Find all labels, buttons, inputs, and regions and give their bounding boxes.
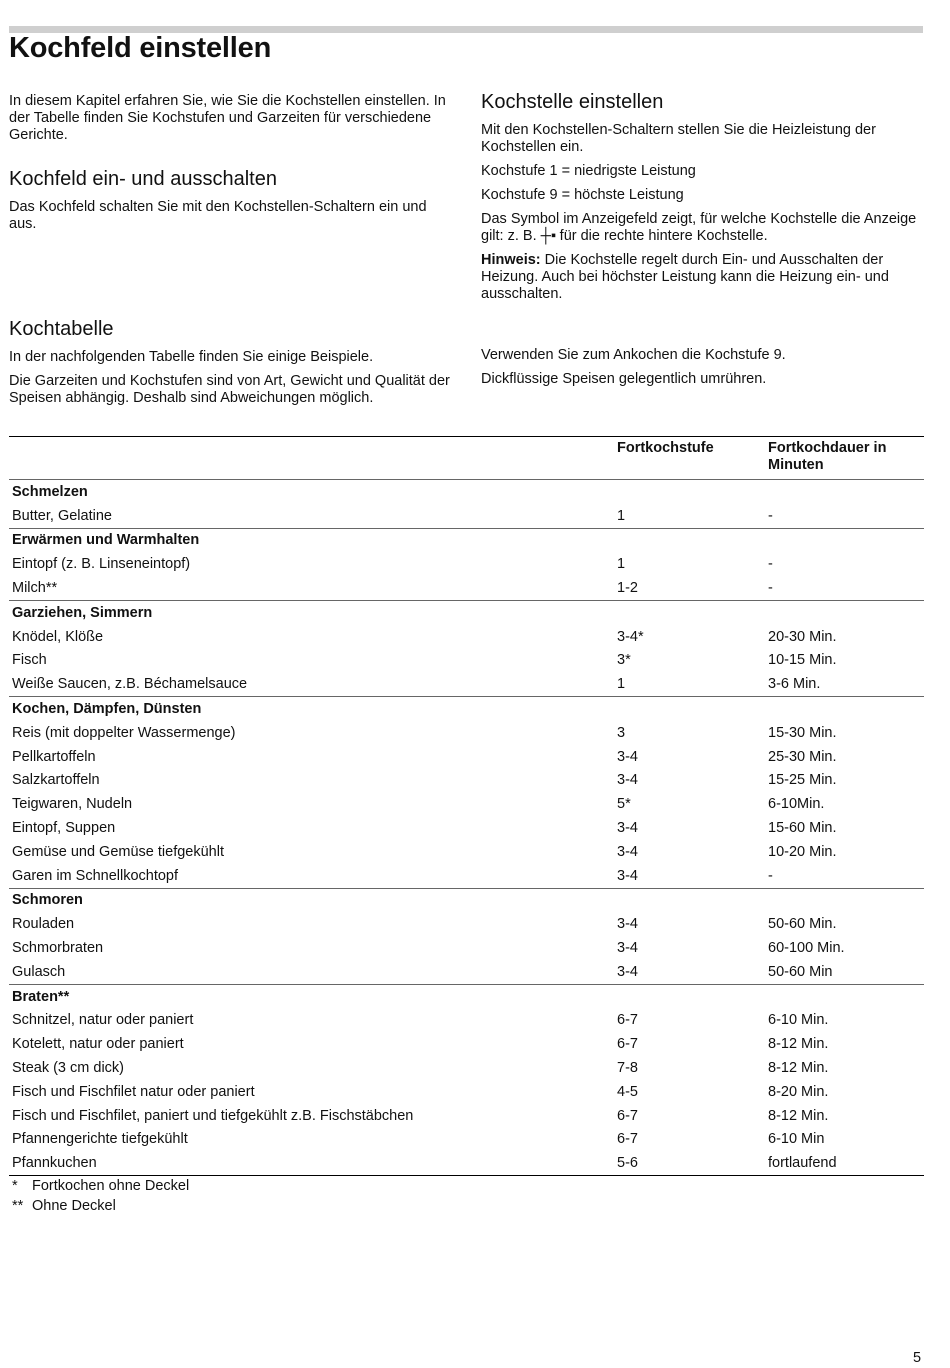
table-row (9, 1151, 924, 1175)
table-body (9, 480, 924, 1176)
food-cell: Teigwaren, Nudeln (12, 796, 133, 813)
set-text-1: Mit den Kochstellen-Schaltern stellen Sie die Heizleistung der Kochstellen ein. (481, 122, 876, 155)
duration-cell: 8-20 Min. (768, 1083, 829, 1100)
onoff-text: Das Kochfeld schalten Sie mit den Kochstellen-Schaltern ein und aus. (9, 199, 427, 232)
intro-text: In diesem Kapitel erfahren Sie, wie Sie die Kochstellen einstellen. In der Tabelle finden Sie Kochstufen und Garzeiten für verschiedene Gerichte. (9, 93, 446, 143)
table-row (9, 769, 924, 793)
level-cell: 3-4 (617, 820, 638, 837)
duration-cell: fortlaufend (768, 1155, 837, 1172)
footnote (12, 1196, 189, 1216)
header-level: Fortkochstufe (617, 440, 714, 456)
food-cell: Garen im Schnellkochtopf (12, 867, 179, 884)
footnote-mark: * (12, 1178, 18, 1194)
food-cell: Gemüse und Gemüse tiefgekühlt (12, 843, 224, 860)
category-row (9, 697, 924, 721)
duration-cell: 15-60 Min. (768, 820, 837, 837)
level-cell: 1 (617, 556, 626, 573)
table-row (9, 745, 924, 769)
page-title: Kochfeld einstellen (9, 32, 272, 64)
duration-cell: 15-30 Min. (768, 724, 837, 741)
onoff-section (9, 168, 454, 233)
hint-label: Hinweis: (481, 252, 541, 268)
set-section (481, 91, 926, 303)
duration-cell: 6-10 Min (768, 1131, 825, 1148)
duration-cell: 10-15 Min. (768, 652, 837, 669)
duration-cell: 6-10Min. (768, 796, 825, 813)
duration-cell: 50-60 Min. (768, 916, 837, 933)
category-row (9, 528, 924, 552)
level-cell: 7-8 (617, 1060, 638, 1077)
duration-cell: 50-60 Min (768, 963, 833, 980)
level-cell: 1 (617, 676, 626, 693)
category-row (9, 600, 924, 624)
level-cell: 3 (617, 724, 626, 741)
level-cell: 3-4 (617, 940, 638, 957)
table-heading: Kochtabelle (9, 318, 114, 340)
level-cell: 6-7 (617, 1036, 638, 1053)
level-cell: 1-2 (617, 580, 638, 597)
food-cell: Kotelett, natur oder paniert (12, 1036, 184, 1053)
duration-cell: 10-20 Min. (768, 843, 837, 860)
level-cell: 6-7 (617, 1012, 638, 1029)
table-row (9, 840, 924, 864)
food-cell: Eintopf, Suppen (12, 820, 116, 837)
level-cell: 4-5 (617, 1083, 638, 1100)
category-label: Schmelzen (12, 483, 88, 500)
hob-position-icon: ┼▪ (540, 228, 557, 244)
food-cell: Eintopf (z. B. Linseneintopf) (12, 556, 191, 573)
duration-cell: 25-30 Min. (768, 748, 837, 765)
duration-cell: 8-12 Min. (768, 1036, 829, 1053)
set-text-4 (481, 211, 926, 245)
duration-cell: 3-6 Min. (768, 676, 821, 693)
page-number: 5 (913, 1350, 922, 1366)
table-section (9, 318, 454, 407)
duration-cell: 8-12 Min. (768, 1060, 829, 1077)
duration-cell: - (768, 556, 773, 573)
food-cell: Reis (mit doppelter Wassermenge) (12, 724, 236, 741)
duration-cell: 6-10 Min. (768, 1012, 829, 1029)
table-row (9, 1032, 924, 1056)
food-cell: Gulasch (12, 963, 66, 980)
food-cell: Knödel, Klöße (12, 628, 104, 645)
category-label: Kochen, Dämpfen, Dünsten (12, 701, 202, 718)
table-header-row (9, 437, 924, 480)
table-row (9, 552, 924, 576)
category-row (9, 480, 924, 504)
level-cell: 3-4 (617, 843, 638, 860)
duration-cell: - (768, 507, 773, 524)
level-cell: 6-7 (617, 1131, 638, 1148)
table-row (9, 936, 924, 960)
table-row (9, 1056, 924, 1080)
level-cell: 1 (617, 507, 626, 524)
table-row (9, 864, 924, 888)
table-row (9, 1009, 924, 1033)
level-cell: 3-4 (617, 748, 638, 765)
level-cell: 3-4 (617, 963, 638, 980)
duration-cell: 15-25 Min. (768, 772, 837, 789)
duration-cell: 60-100 Min. (768, 940, 845, 957)
footnote (12, 1176, 189, 1196)
level-cell: 3-4 (617, 772, 638, 789)
table-row (9, 672, 924, 696)
set-text-4b: für die rechte hintere Kochstelle. (559, 228, 768, 244)
table-row (9, 1104, 924, 1128)
hint-text (481, 252, 926, 303)
food-cell: Schmorbraten (12, 940, 104, 957)
level-cell: 3* (617, 652, 631, 669)
duration-cell: - (768, 580, 773, 597)
table-text-right-1: Verwenden Sie zum Ankochen die Kochstufe 9. (481, 347, 786, 363)
intro-block (9, 93, 454, 144)
food-cell: Fisch (12, 652, 47, 669)
table-row (9, 576, 924, 600)
table-row (9, 1128, 924, 1152)
table-row (9, 960, 924, 984)
duration-cell: 8-12 Min. (768, 1107, 829, 1124)
set-text-2: Kochstufe 1 = niedrigste Leistung (481, 163, 696, 179)
category-label: Braten** (12, 988, 70, 1005)
level-cell: 3-4* (617, 628, 644, 645)
food-cell: Steak (3 cm dick) (12, 1060, 124, 1077)
table-row (9, 912, 924, 936)
level-cell: 3-4 (617, 916, 638, 933)
food-cell: Butter, Gelatine (12, 507, 112, 524)
set-text-4a: Das Symbol im Anzeigefeld zeigt, für welche Kochstelle die Anzeige gilt: z. B. (481, 211, 917, 244)
header-duration: Fortkochdauer in Minuten (768, 440, 887, 473)
footnotes (12, 1176, 189, 1216)
food-cell: Fisch und Fischfilet, paniert und tiefgekühlt z.B. Fischstäbchen (12, 1107, 414, 1124)
food-cell: Fisch und Fischfilet natur oder paniert (12, 1083, 255, 1100)
table-text-1: In der nachfolgenden Tabelle finden Sie einige Beispiele. (9, 349, 374, 365)
table-text-right-2: Dickflüssige Speisen gelegentlich umrühren. (481, 371, 767, 387)
set-text-3: Kochstufe 9 = höchste Leistung (481, 187, 684, 203)
onoff-heading: Kochfeld ein- und ausschalten (9, 168, 277, 190)
food-cell: Weiße Saucen, z.B. Béchamelsauce (12, 676, 248, 693)
food-cell: Schnitzel, natur oder paniert (12, 1012, 194, 1029)
table-row (9, 1080, 924, 1104)
table-row (9, 625, 924, 649)
table-notes-right (481, 347, 926, 388)
table-row (9, 649, 924, 673)
level-cell: 3-4 (617, 867, 638, 884)
food-cell: Rouladen (12, 916, 75, 933)
table-row (9, 721, 924, 745)
footnote-mark: ** (12, 1198, 24, 1214)
level-cell: 5* (617, 796, 631, 813)
category-label: Erwärmen und Warmhalten (12, 532, 200, 549)
food-cell: Salzkartoffeln (12, 772, 100, 789)
category-row (9, 984, 924, 1008)
set-heading: Kochstelle einstellen (481, 91, 664, 113)
food-cell: Pfannengerichte tiefgekühlt (12, 1131, 188, 1148)
footnote-text: Fortkochen ohne Deckel (32, 1178, 190, 1194)
header-food (9, 437, 614, 480)
table-row (9, 816, 924, 840)
category-row (9, 888, 924, 912)
level-cell: 5-6 (617, 1155, 638, 1172)
table-text-2: Die Garzeiten und Kochstufen sind von Art, Gewicht und Qualität der Speisen abhängig. Deshalb sind Abweichungen möglich. (9, 373, 450, 406)
food-cell: Pfannkuchen (12, 1155, 97, 1172)
table-row (9, 504, 924, 528)
food-cell: Pellkartoffeln (12, 748, 96, 765)
hint-body: Die Kochstelle regelt durch Ein- und Ausschalten der Heizung. Auch bei höchster Leistung kann die Heizung ein- und ausschalten. (481, 252, 889, 302)
footnote-text: Ohne Deckel (32, 1198, 116, 1214)
cooking-table (9, 436, 924, 1176)
duration-cell: - (768, 867, 773, 884)
duration-cell: 20-30 Min. (768, 628, 837, 645)
food-cell: Milch** (12, 580, 58, 597)
category-label: Schmoren (12, 892, 83, 909)
category-label: Garziehen, Simmern (12, 604, 153, 621)
level-cell: 6-7 (617, 1107, 638, 1124)
table-row (9, 792, 924, 816)
